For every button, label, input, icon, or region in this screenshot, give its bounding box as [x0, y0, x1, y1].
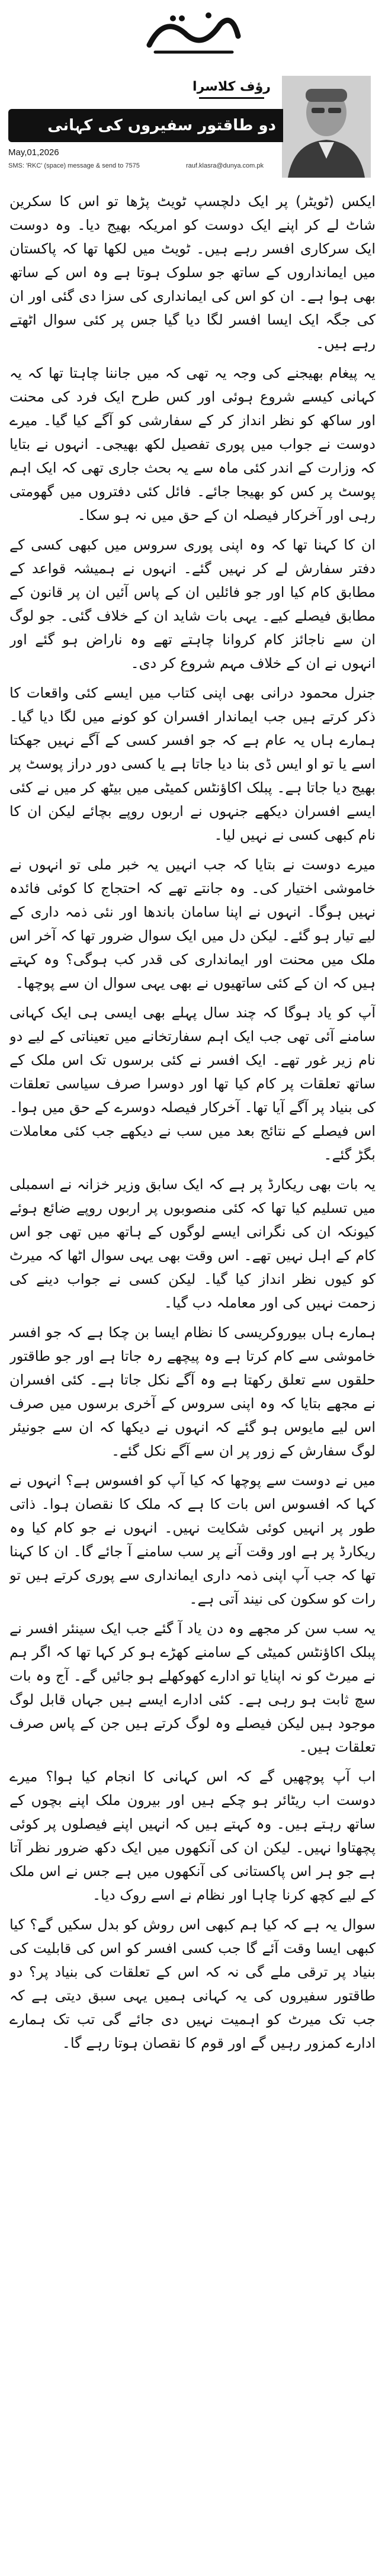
article-paragraph: اب آپ پوچھیں گے کہ اس کہانی کا انجام کیا ہوا؟ میرے دوست اب ریٹائر ہو چکے ہیں اور بیرون ملک اپنے بچوں کے ساتھ رہتے ہیں۔ وہ کہتے ہیں کہ انہیں اپنے فیصلوں پر کوئی پچھتاوا نہیں۔ لیکن ان کی آنکھوں میں ایک دکھ ضرور نظر آتا ہے جو ہر اس پاکستانی کی آنکھوں میں ہے جس نے اس ملک کے لیے کچھ کرنا چاہا اور نظام نے اسے روک دیا۔ — [9, 1768, 376, 1903]
article-paragraph: سوال یہ ہے کہ کیا ہم کبھی اس روش کو بدل سکیں گے؟ کیا کبھی ایسا وقت آئے گا جب کسی افسر کو اس کی قابلیت کی بنیاد پر ترقی ملے گی نہ کہ اس کے تعلقات کی بنیاد پر؟ دو طاقتور سفیروں کی یہ کہانی ہمیں یہی سبق دیتی ہے کہ جب تک میرٹ کو اہمیت نہیں دی جائے گی تب تک ہمارے ادارے کمزور رہیں گے اور قوم کا نقصان ہوتا رہے گا۔ — [9, 1916, 376, 2051]
newspaper-logo-icon — [137, 4, 248, 63]
publication-date: May,01,2026 — [8, 147, 59, 158]
article-paragraph: میرے دوست نے بتایا کہ جب انہیں یہ خبر ملی تو انہوں نے خاموشی اختیار کی۔ وہ جانتے تھے کہ احتجاج کا کوئی فائدہ نہیں ہوگا۔ انہوں نے اپنا سامان باندھا اور نئی ذمہ داری کے لیے تیار ہو گئے۔ لیکن دل میں ایک سوال ضرور تھا کہ آخر اس ملک میں محنت اور ایمانداری کی قدر کب ہوگی؟ وہ کہتے ہیں کہ ان کے کئی ساتھیوں نے بھی یہی سوال ان سے پوچھا۔ — [9, 856, 376, 991]
column-meta — [8, 147, 283, 176]
author-portrait-icon — [282, 76, 371, 178]
article-paragraph: ہمارے ہاں بیوروکریسی کا نظام ایسا بن چکا ہے کہ جو افسر خاموشی سے کام کرتا ہے وہ پیچھے رہ جاتا ہے اور جو طاقتور حلقوں سے تعلق رکھتا ہے وہ آگے نکل جاتا ہے۔ کئی افسران نے مجھے بتایا کہ وہ اپنی سروس کے آخری برسوں میں صرف اس لیے مایوس ہو گئے کہ انہوں نے دیکھا کہ ان سے جونیئر لوگ سفارش کے زور پر ان سے آگے نکل گئے۔ — [9, 1324, 376, 1459]
masthead — [0, 0, 385, 70]
article-paragraph: یہ پیغام بھیجنے کی وجہ یہ تھی کہ میں جاننا چاہتا تھا کہ یہ کہانی کیسے شروع ہوئی اور کس طرح ایک فرد کی محنت اور ساکھ کو نظر انداز کر کے سفارشی کو آگے کیا گیا۔ میرے دوست نے جواب میں پوری تفصیل لکھ بھیجی۔ انہوں نے بتایا کہ وزارت کے اندر کئی ماہ سے یہ بحث جاری تھی کہ ایک اہم پوسٹ پر کس کو بھیجا جائے۔ فائل کئی دفتروں میں گھومتی رہی اور آخرکار فیصلہ ان کے حق میں نہ ہو سکا۔ — [9, 365, 376, 523]
article-paragraph: یہ سب سن کر مجھے وہ دن یاد آ گئے جب ایک سینئر افسر نے پبلک اکاؤنٹس کمیٹی کے سامنے کھڑے ہو کر کہا تھا کہ اگر ہم نے میرٹ کو نہ اپنایا تو ادارے کھوکھلے ہو جائیں گے۔ آج وہ بات سچ ثابت ہو رہی ہے۔ کئی ادارے ایسے ہیں جہاں قابل لوگ موجود ہیں لیکن فیصلے وہ لوگ کرتے ہیں جن کے پاس صرف تعلقات ہیں۔ — [9, 1620, 376, 1755]
article-paragraph: ان کا کہنا تھا کہ وہ اپنی پوری سروس میں کبھی کسی کے دفتر سفارش لے کر نہیں گئے۔ انہوں نے ہمیشہ قواعد کے مطابق کام کیا اور جو فائلیں ان کے پاس آئیں ان پر قانون کے مطابق فیصلے کیے۔ یہی بات شاید ان کے خلاف گئی۔ جو لوگ ان سے ناجائز کام کروانا چاہتے تھے وہ ناراض ہو گئے اور انہوں نے ان کے خلاف مہم شروع کر دی۔ — [9, 537, 376, 672]
article-body — [9, 189, 376, 2558]
title-band — [8, 109, 283, 142]
article-paragraph: ایکس (ٹویٹر) پر ایک دلچسپ ٹویٹ پڑھا تو اس کا سکرین شاٹ لے کر اپنے ایک دوست کو امریکہ بھیج دیا۔ وہ دوست ایک سرکاری افسر رہے ہیں۔ ٹویٹ میں لکھا تھا کہ پاکستان میں ایمانداروں کے ساتھ جو سلوک ہوتا ہے وہ اس کے ساتھ بھی ہوا ہے۔ ان کو اس کی ایمانداری کی سزا دی گئی اور ان کی جگہ ایک ایسا افسر لگا دیا گیا جس پر کئی سوال اٹھتے رہے ہیں۔ — [9, 193, 376, 352]
article-paragraph: یہ بات بھی ریکارڈ پر ہے کہ ایک سابق وزیر خزانہ نے اسمبلی میں تسلیم کیا تھا کہ کئی منصوبوں پر اربوں روپے ضائع ہوئے کیونکہ ان کی نگرانی ایسے لوگوں کے ہاتھ میں تھی جو اس کام کے اہل نہیں تھے۔ اس وقت بھی یہی سوال اٹھا کہ میرٹ کو کیوں نظر انداز کیا گیا۔ لیکن کسی نے جواب دینے کی زحمت نہیں کی اور معاملہ دب گیا۔ — [9, 1176, 376, 1311]
column-title: دو طاقتور سفیروں کی کہانی — [47, 117, 276, 134]
column-header — [8, 73, 377, 178]
article-paragraph: آپ کو یاد ہوگا کہ چند سال پہلے بھی ایسی ہی ایک کہانی سامنے آئی تھی جب ایک اہم سفارتخانے میں تعیناتی کے لیے دو نام زیر غور تھے۔ ایک افسر نے کئی برسوں تک اس ملک کے ساتھ تعلقات پر کام کیا تھا اور دوسرا صرف سیاسی تعلقات کی بنیاد پر آگے آیا تھا۔ آخرکار فیصلہ دوسرے کے حق میں ہوا۔ اس فیصلے کے نتائج بعد میں سب نے دیکھے جب کئی معاملات بگڑ گئے۔ — [9, 1004, 376, 1163]
sms-instruction: SMS: 'RKC' (space) message & send to 7575 — [8, 162, 140, 169]
author-photo — [282, 76, 371, 178]
author-name: رؤف کلاسرا — [192, 79, 271, 94]
newspaper-logo[interactable] — [137, 4, 248, 63]
author-email[interactable]: rauf.klasra@dunya.com.pk — [186, 162, 264, 169]
author-byline — [187, 78, 276, 105]
article-paragraph: جنرل محمود درانی بھی اپنی کتاب میں ایسے کئی واقعات کا ذکر کرتے ہیں جب ایماندار افسران کو کونے میں لگا دیا گیا۔ ہمارے ہاں یہ عام ہے کہ جو افسر کسی کے آگے نہیں جھکتا اسے یا تو او ایس ڈی بنا دیا جاتا ہے یا کسی دور دراز پوسٹ پر بھیج دیا جاتا ہے۔ پبلک اکاؤنٹس کمیٹی میں بیٹھ کر میں نے کئی ایسے افسران دیکھے جنہوں نے اربوں روپے بچائے لیکن ان کا نام کبھی کسی نے نہیں لیا۔ — [9, 685, 376, 843]
article-paragraph: میں نے دوست سے پوچھا کہ کیا آپ کو افسوس ہے؟ انہوں نے کہا کہ افسوس اس بات کا ہے کہ ملک کا نقصان ہوا۔ ذاتی طور پر انہیں کوئی شکایت نہیں۔ انہوں نے جو کام کیا وہ ریکارڈ پر ہے اور وقت آنے پر سب سامنے آ جائے گا۔ ان کا کہنا تھا کہ جب آپ اپنی ذمہ داری ایمانداری سے پوری کرتے ہیں تو رات کو سکون کی نیند آتی ہے۔ — [9, 1472, 376, 1607]
author-underline — [199, 97, 264, 99]
